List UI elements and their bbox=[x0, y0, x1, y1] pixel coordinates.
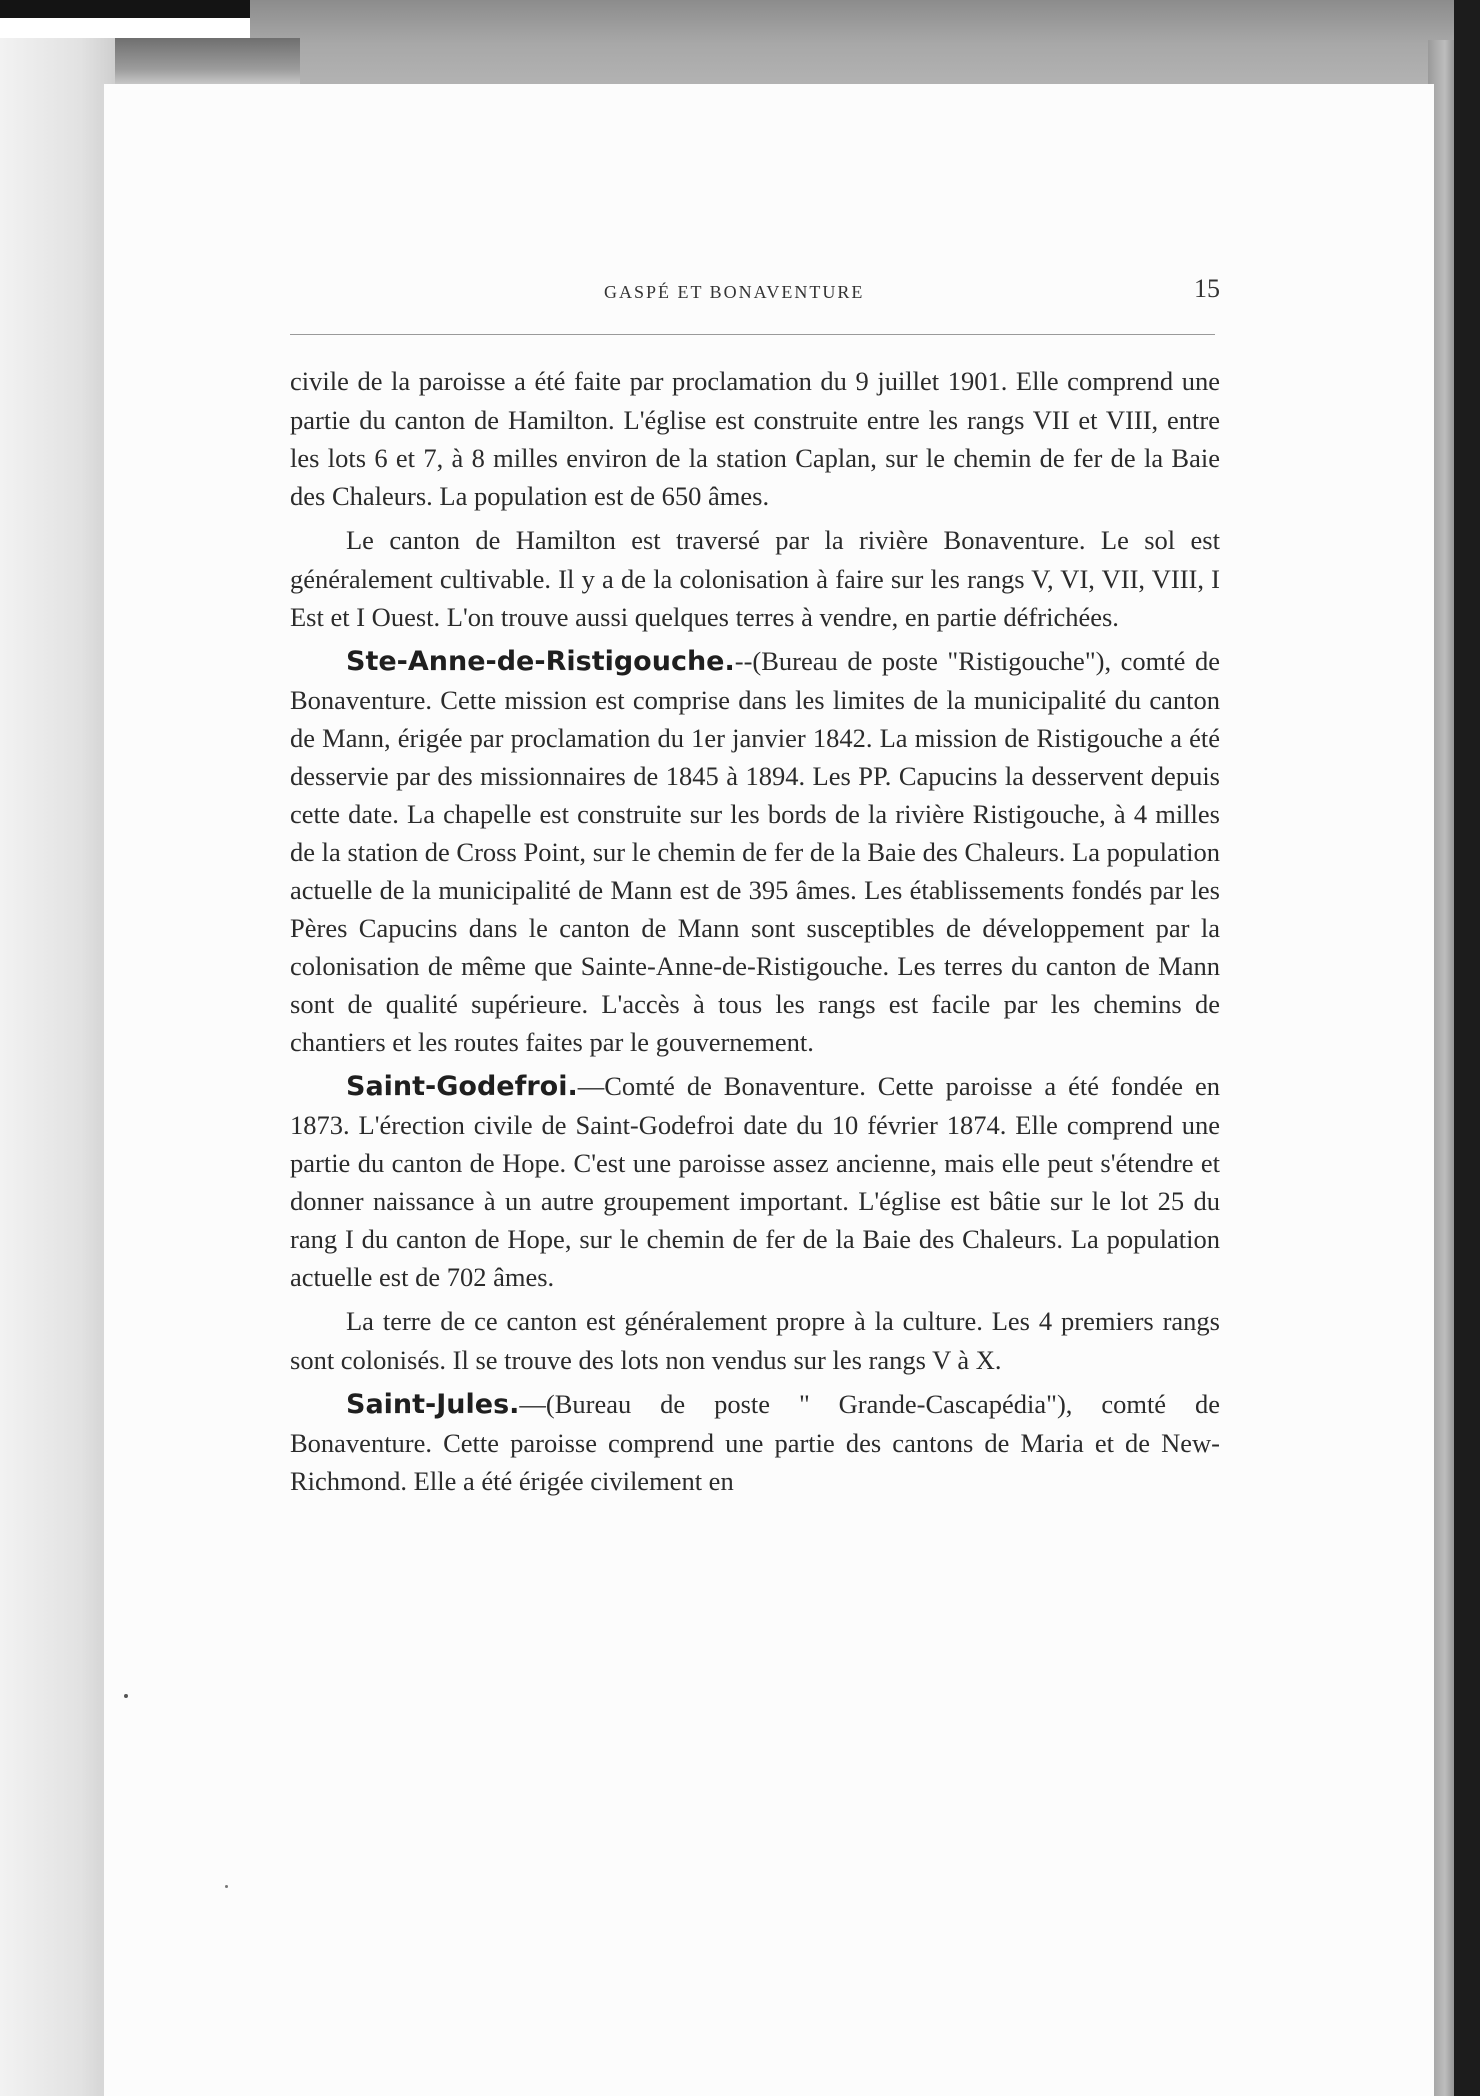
paragraph-text: Le canton de Hamilton est traversé par la rivière Bonaventure. Le sol est généralement cultivable. Il y a de la colonisation à faire sur les rangs V, VI, VII, VIII, I Est et I Ouest. L'on trouve aussi quelques terres à vendre, en partie défrichées. bbox=[290, 525, 1220, 632]
paragraph-text: La terre de ce canton est généralement propre à la culture. Les 4 premiers rangs sont colonisés. Il se trouve des lots non vendus sur les rangs V à X. bbox=[290, 1306, 1220, 1375]
page-number: 15 bbox=[1194, 274, 1220, 303]
running-title: GASPÉ ET BONAVENTURE bbox=[604, 282, 865, 302]
paragraph bbox=[290, 521, 1220, 636]
book-spine-margin bbox=[0, 38, 115, 2096]
scan-background-right bbox=[1454, 0, 1480, 2096]
page-content bbox=[290, 274, 1220, 1496]
paragraph bbox=[290, 1067, 1220, 1296]
paragraph bbox=[290, 1302, 1220, 1379]
paragraph bbox=[290, 642, 1220, 1061]
scan-speck bbox=[124, 1694, 128, 1698]
paragraph-text: —Comté de Bonaventure. Cette paroisse a été fondée en 1873. L'érection civile de Saint-Godefroi date du 10 février 1874. Elle comprend une partie du canton de Hope. C'est une paroisse assez ancienne, mais elle peut s'étendre et donner naissance à un autre groupement important. L'église est bâtie sur le lot 25 du rang I du canton de Hope, sur le chemin de fer de la Baie des Chaleurs. La population actuelle est de 702 âmes. bbox=[290, 1071, 1220, 1292]
entry-name: Ste-Anne-de-Ristigouche. bbox=[346, 646, 735, 677]
entry-name: Saint-Jules. bbox=[346, 1389, 520, 1420]
paragraph-text: --(Bureau de poste "Ristigouche"), comté de Bonaventure. Cette mission est comprise dans les limites de la municipalité du canton de Mann, érigée par proclamation du 1er janvier 1842. La mission de Ristigouche a été desservie par des missionnaires de 1845 à 1894. Les PP. Capucins la desservent depuis cette date. La chapelle est construite sur les bords de la rivière Ristigouche, à 4 milles de la station de Cross Point, sur le chemin de fer de la Baie des Chaleurs. La population actuelle de la municipalité de Mann est de 395 âmes. Les établissements fondés par les Pères Capucins dans le canton de Mann sont susceptibles de développement par la colonisation de même que Sainte-Anne-de-Ristigouche. Les terres du canton de Mann sont de qualité supérieure. L'accès à tous les rangs est facile par les chemins de chantiers et les routes faites par le gouvernement. bbox=[290, 646, 1220, 1057]
paragraph-text: civile de la paroisse a été faite par proclamation du 9 juillet 1901. Elle comprend une partie du canton de Hamilton. L'église est construite entre les rangs VII et VIII, entre les lots 6 et 7, à 8 milles environ de la station Caplan, sur le chemin de fer de la Baie des Chaleurs. La population est de 650 âmes. bbox=[290, 366, 1220, 511]
paragraph-text: —(Bureau de poste " Grande-Cascapédia"), comté de Bonaventure. Cette paroisse comprend une partie des cantons de Maria et de New-Richmond. Elle a été érigée civilement en bbox=[290, 1389, 1220, 1496]
book-page bbox=[104, 84, 1434, 2096]
paragraph bbox=[290, 1385, 1220, 1500]
entry-name: Saint-Godefroi. bbox=[346, 1071, 578, 1102]
paragraph bbox=[290, 362, 1220, 515]
scan-speck bbox=[225, 1885, 228, 1888]
running-head bbox=[290, 274, 1220, 332]
body-text bbox=[290, 362, 1220, 1506]
header-rule bbox=[290, 334, 1215, 335]
